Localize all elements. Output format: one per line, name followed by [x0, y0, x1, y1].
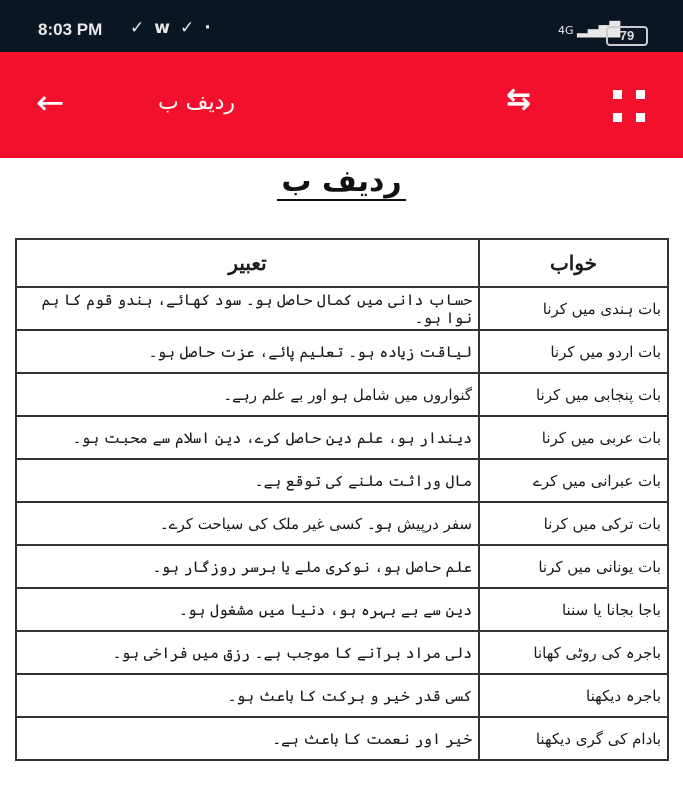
interpretation-cell: سفر درپیش ہو۔ کسی غیر ملک کی سیاحت کرے۔ [16, 502, 479, 545]
battery-indicator: 79 [606, 26, 648, 46]
fullscreen-icon[interactable] [613, 90, 645, 122]
dream-table [15, 238, 669, 761]
interpretation-cell: دلی مراد برآنے کا موجب ہے۔ رزق میں فراخی ہو۔ [16, 631, 479, 674]
app-toolbar [0, 52, 683, 158]
interpretation-cell: خیر اور نعمت کا باعث ہے۔ [16, 717, 479, 760]
interpretation-cell: علم حاصل ہو، نوکری ملے یا برسر روزگار ہو۔ [16, 545, 479, 588]
network-type: 4G [558, 24, 574, 37]
heading-text: ردیف ب [277, 164, 405, 201]
page-heading [0, 164, 683, 201]
interpretation-cell: دین سے بے بہرہ ہو، دنیا میں مشغول ہو۔ [16, 588, 479, 631]
toolbar-title: ردیف ب [157, 90, 235, 115]
interpretation-cell: کسی قدر خیر و برکت کا باعث ہو۔ [16, 674, 479, 717]
table-row [16, 373, 668, 416]
table-row [16, 588, 668, 631]
table-row [16, 287, 668, 330]
table-row [16, 631, 668, 674]
notification-icons [130, 18, 221, 38]
w-icon: w [154, 18, 180, 38]
table-row [16, 330, 668, 373]
check-download-icon: ✓ [130, 18, 155, 38]
dot-icon: · [204, 18, 221, 38]
interpretation-cell: لیاقت زیادہ ہو۔ تعلیم پائے، عزت حاصل ہو۔ [16, 330, 479, 373]
interpretation-cell: حساب دانی میں کمال حاصل ہو۔ سود کھائے، ہندو قوم کا ہم نوا ہو۔ [16, 287, 479, 330]
table-row [16, 459, 668, 502]
table-row [16, 545, 668, 588]
status-bar [0, 0, 683, 52]
table-row [16, 717, 668, 760]
interpretation-cell: گنواروں میں شامل ہو اور بے علم رہے۔ [16, 373, 479, 416]
dream-cell: بات عبرانی میں کرے [479, 459, 668, 502]
signal-icon: ▂▄▆█ [577, 22, 621, 38]
table-row [16, 416, 668, 459]
dream-cell: بادام کی گری دیکھنا [479, 717, 668, 760]
dream-cell: باجرہ دیکھنا [479, 674, 668, 717]
table-row [16, 502, 668, 545]
dream-cell: بات ترکی میں کرنا [479, 502, 668, 545]
header-dream: خواب [479, 239, 668, 287]
check-download-icon: ✓ [179, 18, 205, 38]
arrow-left-icon[interactable]: ← [36, 83, 65, 123]
swap-icon[interactable]: ⇆ [506, 82, 532, 117]
dream-cell: بات عربی میں کرنا [479, 416, 668, 459]
table-row [16, 674, 668, 717]
status-time: 8:03 PM [38, 20, 103, 39]
table-header [16, 239, 668, 287]
dream-cell: باجرہ کی روٹی کھانا [479, 631, 668, 674]
dream-cell: بات پنجابی میں کرنا [479, 373, 668, 416]
dream-cell: باجا بجانا یا سننا [479, 588, 668, 631]
dream-cell: بات اردو میں کرنا [479, 330, 668, 373]
dream-cell: بات یونانی میں کرنا [479, 545, 668, 588]
interpretation-cell: دیندار ہو، علم دین حاصل کرے، دین اسلام سے محبت ہو۔ [16, 416, 479, 459]
dream-cell: بات ہندی میں کرنا [479, 287, 668, 330]
interpretation-cell: مال وراثت ملنے کی توقع ہے۔ [16, 459, 479, 502]
header-interpretation: تعبیر [16, 239, 479, 287]
